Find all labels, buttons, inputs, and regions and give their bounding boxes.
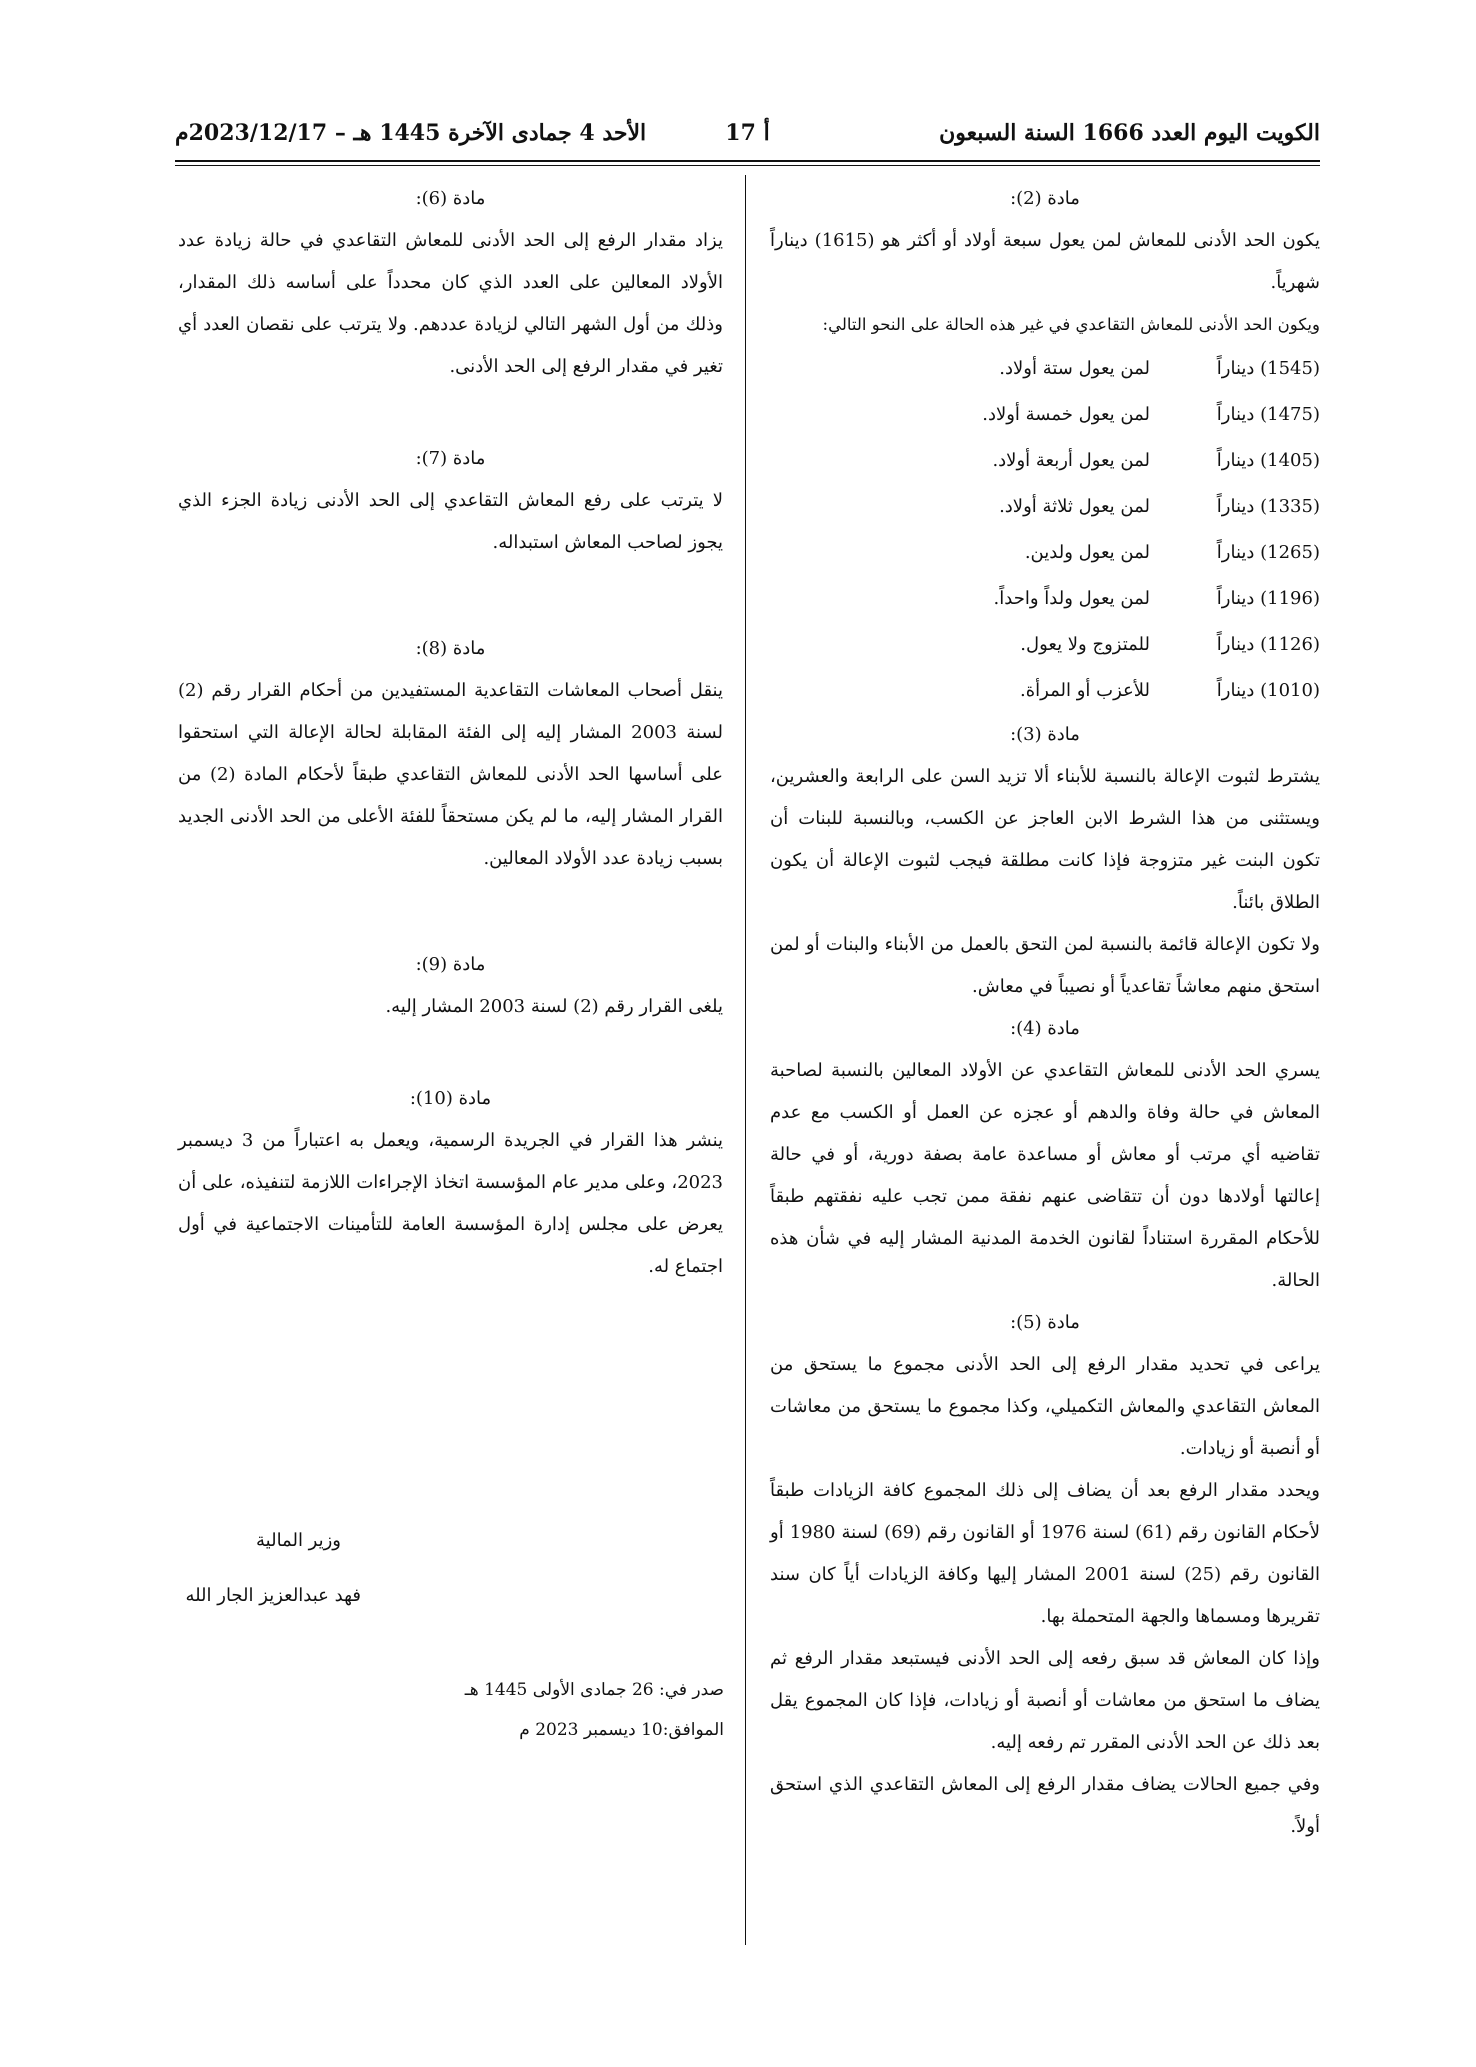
article-5-paragraph-3: وإذا كان المعاش قد سبق رفعه إلى الحد الأدنى فيستبعد مقدار الرفع ثم يضاف ما استحق من معاشات أو أنصبة أو زيادات، فإذا كان المجموع يقل بعد ذلك عن الحد الأدنى المقرر تم رفعه إليه. [770, 1648, 1320, 1753]
article-3-paragraph-2: ولا تكون الإعالة قائمة بالنسبة لمن التحق بالعمل من الأبناء والبنات أو لمن استحق منهم معاشاً تقاعدياً أو نصيباً في معاش. [770, 934, 1320, 997]
article-10-paragraph-1: ينشر هذا القرار في الجريدة الرسمية، ويعمل به اعتباراً من 3 ديسمبر 2023، وعلى مدير عام المؤسسة اتخاذ الإجراءات اللازمة لتنفيذه، على أن يعرض على مجلس إدارة المؤسسة العامة للتأمينات الاجتماعية في أول اجتماع له. [178, 1130, 724, 1277]
article-3-title: مادة (3): [1010, 724, 1080, 745]
page-header [175, 120, 1320, 160]
corresponding-date: الموافق:10 ديسمبر 2023 م [519, 1720, 724, 1740]
minister-name: فهد عبدالعزيز الجار الله [185, 1585, 361, 1606]
article-5-title: مادة (5): [1010, 1312, 1080, 1333]
article-7-paragraph-1: لا يترتب على رفع المعاش التقاعدي إلى الحد الأدنى زيادة الجزء الذي يجوز لصاحب المعاش استبداله. [178, 490, 723, 553]
right-column [770, 178, 1320, 1848]
header-date: الأحد 4 جمادى الآخرة 1445 هـ – 2023/12/17م [175, 120, 647, 146]
article-6-title: مادة (6): [415, 188, 486, 209]
article-2-paragraph-1: يكون الحد الأدنى للمعاش لمن يعول سبعة أولاد أو أكثر هو (1615) ديناراً شهرياً. [770, 230, 1320, 293]
table-row: (1126) ديناراً للمتزوج ولا يعول. [1020, 634, 1320, 655]
issued-date: صدر في: 26 جمادى الأولى 1445 هـ [464, 1680, 724, 1700]
article-6-paragraph-1: يزاد مقدار الرفع إلى الحد الأدنى للمعاش التقاعدي في حالة زيادة عدد الأولاد المعالين على العدد الذي كان محدداً على أساسه ذلك المقدار، وذلك من أول الشهر التالي لزيادة عددهم. ولا يترتب على نقصان العدد أي تغير في مقدار الرفع إلى الحد الأدنى. [178, 230, 723, 377]
article-2-paragraph-2: ويكون الحد الأدنى للمعاش التقاعدي في غير هذه الحالة على النحو التالي: [822, 315, 1320, 334]
table-row: (1196) ديناراً لمن يعول ولداً واحداً. [993, 588, 1320, 609]
article-9-paragraph-1: يلغى القرار رقم (2) لسنة 2003 المشار إليه. [385, 996, 723, 1017]
article-9-title: مادة (9): [415, 954, 486, 975]
column-divider [745, 175, 746, 1945]
header-page-number: أ 17 [725, 120, 770, 146]
table-row: (1335) ديناراً لمن يعول ثلاثة أولاد. [999, 496, 1320, 517]
article-5-paragraph-1: يراعى في تحديد مقدار الرفع إلى الحد الأدنى مجموع ما يستحق من المعاش التقاعدي والمعاش التكميلي، وكذا مجموع ما يستحق من معاشات أو أنصبة أو زيادات. [770, 1354, 1320, 1459]
table-row: (1265) ديناراً لمن يعول ولدين. [1024, 542, 1320, 563]
header-rule-thick [175, 160, 1320, 162]
article-5-paragraph-4: وفي جميع الحالات يضاف مقدار الرفع إلى المعاش التقاعدي الذي استحق أولاً. [770, 1774, 1320, 1837]
article-7-title: مادة (7): [415, 448, 486, 469]
article-3-paragraph-1: يشترط لثبوت الإعالة بالنسبة للأبناء ألا تزيد السن على الرابعة والعشرين، ويستثنى من هذا الشرط الابن العاجز عن الكسب، وبالنسبة للبنات أن تكون البنت غير متزوجة فإذا كانت مطلقة فيجب لثبوت الإعالة أن يكون الطلاق بائناً. [770, 766, 1320, 913]
article-4-title: مادة (4): [1010, 1018, 1080, 1039]
table-row: (1405) ديناراً لمن يعول أربعة أولاد. [992, 450, 1320, 471]
article-8-title: مادة (8): [415, 638, 486, 659]
table-row: (1475) ديناراً لمن يعول خمسة أولاد. [982, 404, 1320, 425]
article-4-paragraph-1: يسري الحد الأدنى للمعاش التقاعدي عن الأولاد المعالين بالنسبة لصاحبة المعاش في حالة وفاة والدهم أو عجزه عن العمل أو الكسب مع عدم تقاضيه أي مرتب أو معاش أو مساعدة عامة بصفة دورية، أو في حالة إعالتها أولادها دون أن تتقاضى عنهم نفقة ممن تجب عليه نفقتهم طبقاً للأحكام المقررة استناداً لقانون الخدمة المدنية المشار إليه في شأن هذه الحالة. [770, 1060, 1320, 1291]
header-publication: الكويت اليوم العدد 1666 السنة السبعون [939, 120, 1320, 146]
table-row: (1010) ديناراً للأعزب أو المرأة. [1020, 680, 1320, 701]
header-rule-thin [175, 165, 1320, 166]
minister-title: وزير المالية [256, 1530, 341, 1551]
minimum-pension-table [770, 346, 1320, 714]
article-2-title: مادة (2): [1010, 188, 1080, 209]
article-5-paragraph-2: ويحدد مقدار الرفع بعد أن يضاف إلى ذلك المجموع كافة الزيادات طبقاً لأحكام القانون رقم (61) لسنة 1976 أو القانون رقم (69) لسنة 1980 أو القانون رقم (25) لسنة 2001 المشار إليها وكافة الزيادات أياً كان سند تقريرها ومسماها والجهة المتحملة بها. [770, 1480, 1321, 1627]
table-row: (1545) ديناراً لمن يعول ستة أولاد. [999, 358, 1320, 379]
left-column [178, 178, 723, 1288]
article-8-paragraph-1: ينقل أصحاب المعاشات التقاعدية المستفيدين من أحكام القرار رقم (2) لسنة 2003 المشار إليه إلى الفئة المقابلة لحالة الإعالة التي استحقوا على أساسها الحد الأدنى للمعاش التقاعدي طبقاً لأحكام المادة (2) من القرار المشار إليه، ما لم يكن مستحقاً للفئة الأعلى من الحد الأدنى الجديد بسبب زيادة عدد الأولاد المعالين. [178, 680, 723, 869]
article-10-title: مادة (10): [409, 1088, 492, 1109]
